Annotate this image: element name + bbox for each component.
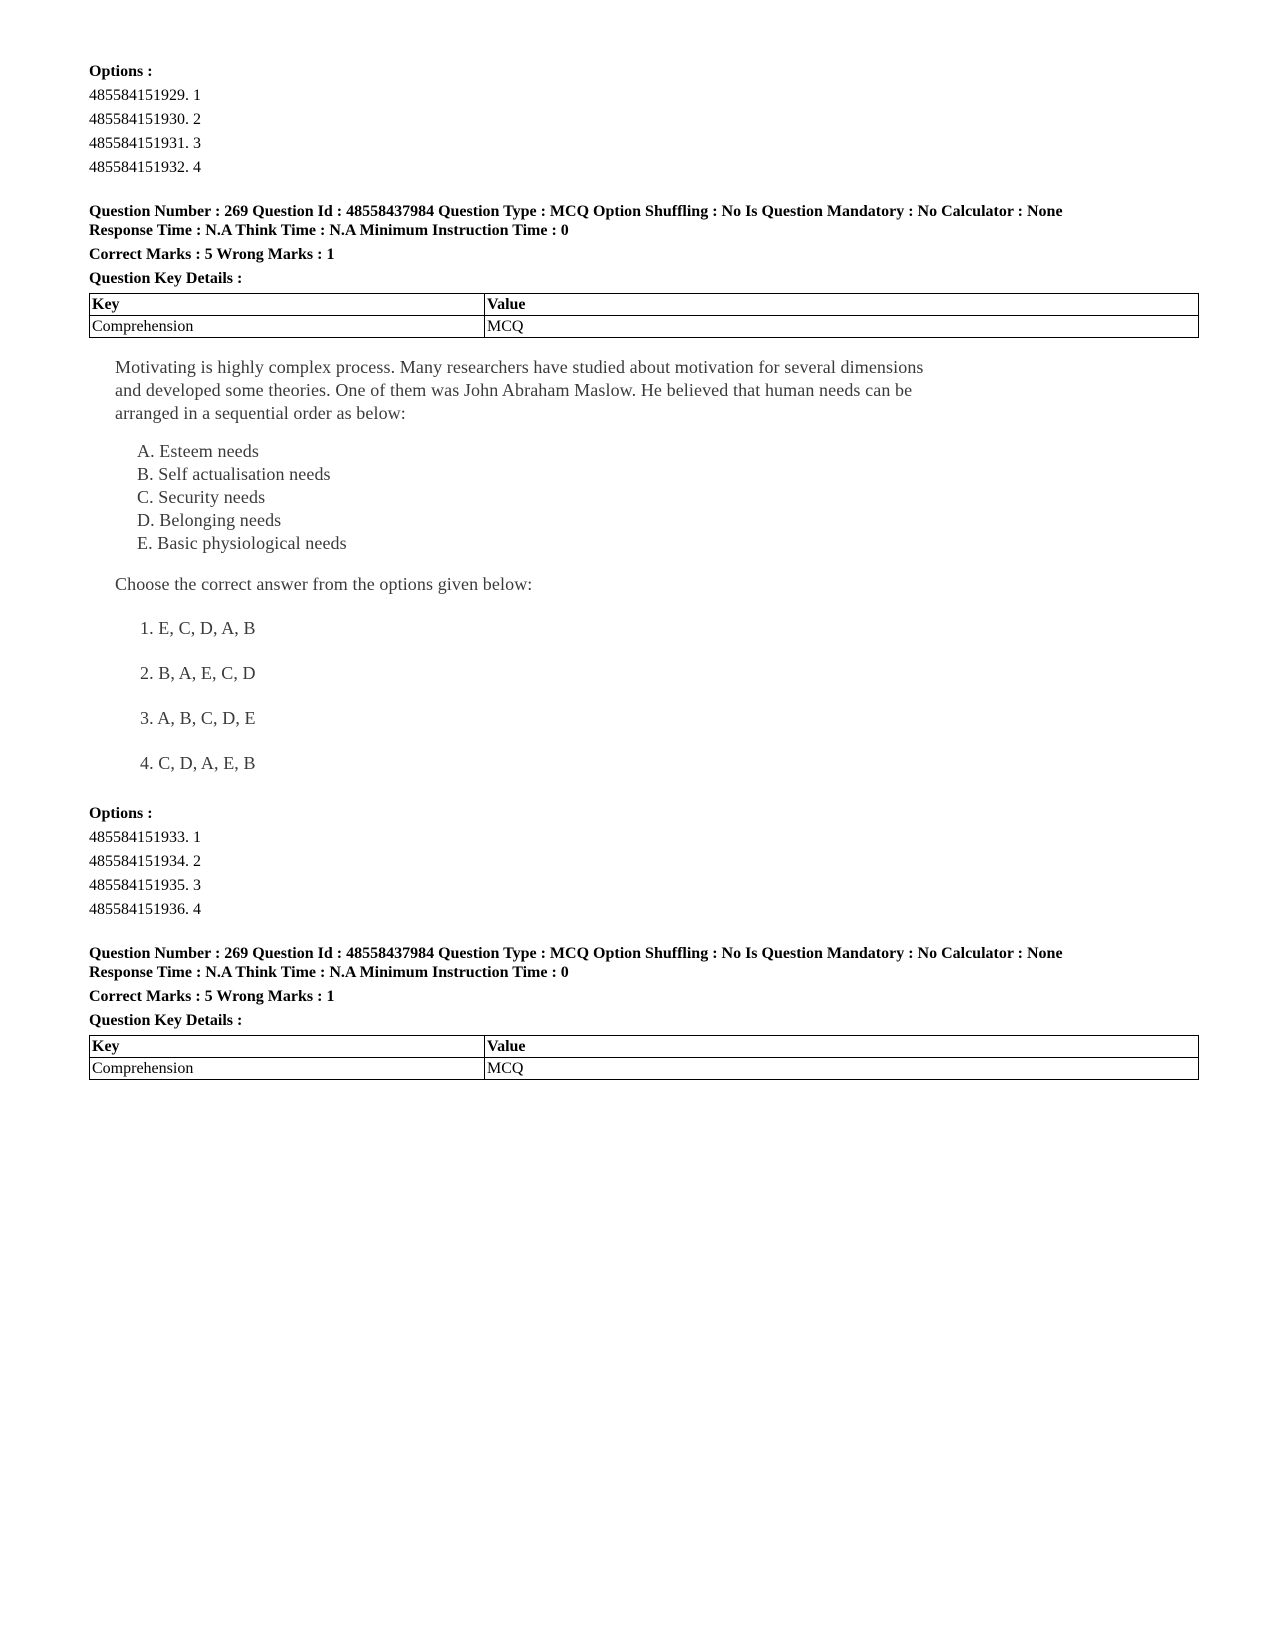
question-marks: Correct Marks : 5 Wrong Marks : 1 [89, 988, 335, 1005]
table-header-row [90, 1036, 1199, 1058]
option-item: 485584151931. 3 [89, 135, 201, 152]
question-block-3 [89, 944, 1199, 1080]
table-row [90, 1058, 1199, 1080]
document-page [89, 60, 1199, 1080]
choose-instruction: Choose the correct answer from the options given below: [115, 574, 533, 594]
question-paragraph-line: Motivating is highly complex process. Many researchers have studied about motivation for several dimensions [115, 357, 924, 377]
key-details-table [89, 293, 1199, 338]
question-header-line1: Question Number : 269 Question Id : 48558437984 Question Type : MCQ Option Shuffling : No Is Question Mandatory : No Calculator : None [89, 945, 1063, 962]
options-list [89, 84, 1199, 180]
options-block-1 [89, 60, 1199, 180]
needs-item: C. Security needs [137, 487, 266, 507]
answer-choice: 1. E, C, D, A, B [140, 618, 256, 638]
options-label: Options : [89, 805, 153, 822]
option-item: 485584151932. 4 [89, 159, 201, 176]
answer-choices [140, 606, 1015, 786]
answer-choice: 3. A, B, C, D, E [140, 708, 256, 728]
answer-choice: 4. C, D, A, E, B [140, 753, 256, 773]
needs-list [137, 440, 1015, 555]
question-paragraph-line: arranged in a sequential order as below: [115, 403, 406, 423]
option-item: 485584151933. 1 [89, 829, 201, 846]
table-cell-value: MCQ [485, 316, 1199, 338]
needs-item: D. Belonging needs [137, 510, 282, 530]
key-details-table [89, 1035, 1199, 1080]
table-header-value: Value [485, 1036, 1199, 1058]
table-cell-key: Comprehension [90, 1058, 485, 1080]
options-list [89, 826, 1199, 922]
question-paragraph [115, 356, 1015, 425]
answer-choice: 2. B, A, E, C, D [140, 663, 256, 683]
option-item: 485584151934. 2 [89, 853, 201, 870]
question-image [115, 356, 1015, 796]
key-details-label: Question Key Details : [89, 270, 243, 287]
table-cell-value: MCQ [485, 1058, 1199, 1080]
table-cell-key: Comprehension [90, 316, 485, 338]
option-item: 485584151929. 1 [89, 87, 201, 104]
table-header-row [90, 294, 1199, 316]
table-header-key: Key [90, 294, 485, 316]
option-item: 485584151935. 3 [89, 877, 201, 894]
question-header-line2: Response Time : N.A Think Time : N.A Minimum Instruction Time : 0 [89, 964, 569, 981]
key-details-label: Question Key Details : [89, 1012, 243, 1029]
question-block-2 [89, 202, 1199, 922]
question-paragraph-line: and developed some theories. One of them was John Abraham Maslow. He believed that human needs can be [115, 380, 913, 400]
option-item: 485584151936. 4 [89, 901, 201, 918]
table-header-value: Value [485, 294, 1199, 316]
needs-item: B. Self actualisation needs [137, 464, 331, 484]
table-header-key: Key [90, 1036, 485, 1058]
option-item: 485584151930. 2 [89, 111, 201, 128]
question-marks: Correct Marks : 5 Wrong Marks : 1 [89, 246, 335, 263]
needs-item: E. Basic physiological needs [137, 533, 347, 553]
options-label: Options : [89, 63, 153, 80]
table-row [90, 316, 1199, 338]
question-header-line1: Question Number : 269 Question Id : 48558437984 Question Type : MCQ Option Shuffling : No Is Question Mandatory : No Calculator : None [89, 203, 1063, 220]
needs-item: A. Esteem needs [137, 441, 259, 461]
question-header-line2: Response Time : N.A Think Time : N.A Minimum Instruction Time : 0 [89, 222, 569, 239]
